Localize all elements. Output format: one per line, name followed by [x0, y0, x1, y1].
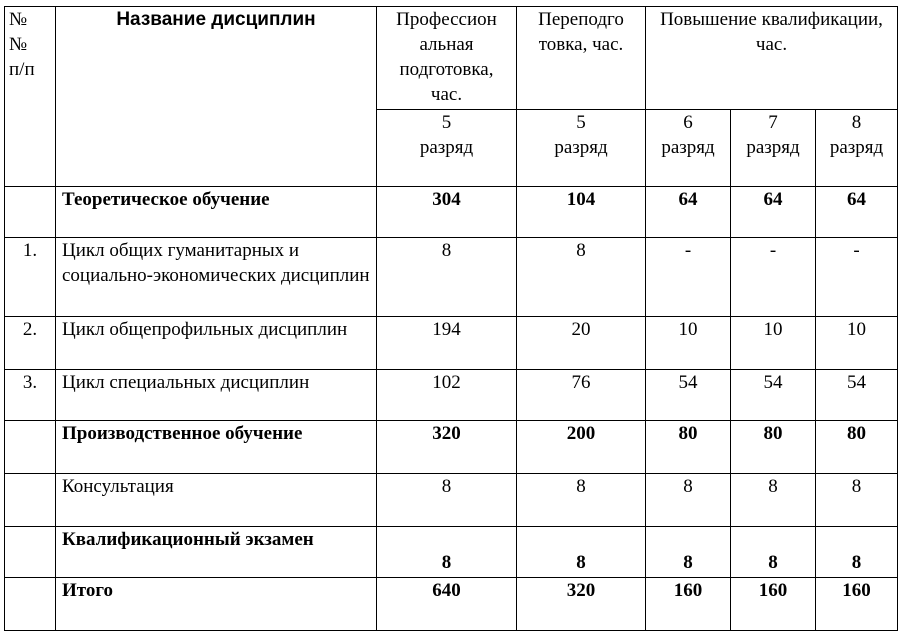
- row-value: 102: [377, 370, 517, 421]
- row-number: 1.: [5, 238, 56, 317]
- row-name: Цикл общепрофильных дисциплин: [56, 317, 377, 370]
- row-name: Производственное обучение: [56, 421, 377, 474]
- row-value: 8: [731, 474, 816, 527]
- row-value: 8: [517, 474, 646, 527]
- row-value: 304: [377, 187, 517, 238]
- num-header: № № п/п: [5, 7, 56, 187]
- curriculum-table-wrapper: [4, 6, 898, 631]
- table-row: [5, 370, 898, 421]
- discipline-header: Название дисциплин: [56, 7, 377, 187]
- row-name: Цикл общих гуманитарных и социально-экономических дисциплин: [56, 238, 377, 317]
- row-value: 194: [377, 317, 517, 370]
- row-number: [5, 474, 56, 527]
- row-value: -: [731, 238, 816, 317]
- row-value: 320: [517, 578, 646, 631]
- row-value: 54: [816, 370, 898, 421]
- table-row: [5, 187, 898, 238]
- row-number: 3.: [5, 370, 56, 421]
- row-value: 76: [517, 370, 646, 421]
- row-value: -: [646, 238, 731, 317]
- row-value: 640: [377, 578, 517, 631]
- row-number: 2.: [5, 317, 56, 370]
- table-row: [5, 421, 898, 474]
- row-value: 8: [646, 474, 731, 527]
- upgrade-header: Повышение квалификации, час.: [646, 7, 898, 110]
- grade-7: 7 разряд: [731, 110, 816, 187]
- row-value: 64: [646, 187, 731, 238]
- table-row: [5, 474, 898, 527]
- grade-prof: 5 разряд: [377, 110, 517, 187]
- grade-6: 6 разряд: [646, 110, 731, 187]
- prof-header: Профессион альная подготовка, час.: [377, 7, 517, 110]
- row-name: Итого: [56, 578, 377, 631]
- table-row: [5, 238, 898, 317]
- row-value: -: [816, 238, 898, 317]
- row-value: 10: [731, 317, 816, 370]
- row-value: 64: [816, 187, 898, 238]
- row-name: Квалификационный экзамен: [56, 527, 377, 578]
- row-value: 8: [377, 474, 517, 527]
- row-value: 320: [377, 421, 517, 474]
- grade-retrain: 5 разряд: [517, 110, 646, 187]
- row-value: 8: [646, 527, 731, 578]
- row-value: 8: [517, 527, 646, 578]
- row-value: 10: [816, 317, 898, 370]
- row-value: 8: [816, 527, 898, 578]
- row-value: 160: [816, 578, 898, 631]
- row-value: 8: [517, 238, 646, 317]
- table-row-total: [5, 578, 898, 631]
- row-value: 80: [816, 421, 898, 474]
- table-row: [5, 317, 898, 370]
- row-value: 8: [377, 238, 517, 317]
- row-name: Теоретическое обучение: [56, 187, 377, 238]
- row-value: 8: [731, 527, 816, 578]
- row-value: 20: [517, 317, 646, 370]
- row-name: Цикл специальных дисциплин: [56, 370, 377, 421]
- row-value: 80: [646, 421, 731, 474]
- row-value: 160: [646, 578, 731, 631]
- row-name: Консультация: [56, 474, 377, 527]
- row-value: 54: [731, 370, 816, 421]
- grade-8: 8 разряд: [816, 110, 898, 187]
- retrain-header: Переподго товка, час.: [517, 7, 646, 110]
- row-value: 8: [377, 527, 517, 578]
- row-value: 54: [646, 370, 731, 421]
- row-number: [5, 527, 56, 578]
- row-value: 8: [816, 474, 898, 527]
- row-value: 200: [517, 421, 646, 474]
- header-row: [5, 7, 898, 110]
- curriculum-table: [4, 6, 898, 631]
- row-value: 160: [731, 578, 816, 631]
- row-number: [5, 187, 56, 238]
- row-value: 10: [646, 317, 731, 370]
- row-value: 64: [731, 187, 816, 238]
- row-number: [5, 578, 56, 631]
- table-row: [5, 527, 898, 578]
- row-value: 104: [517, 187, 646, 238]
- row-number: [5, 421, 56, 474]
- row-value: 80: [731, 421, 816, 474]
